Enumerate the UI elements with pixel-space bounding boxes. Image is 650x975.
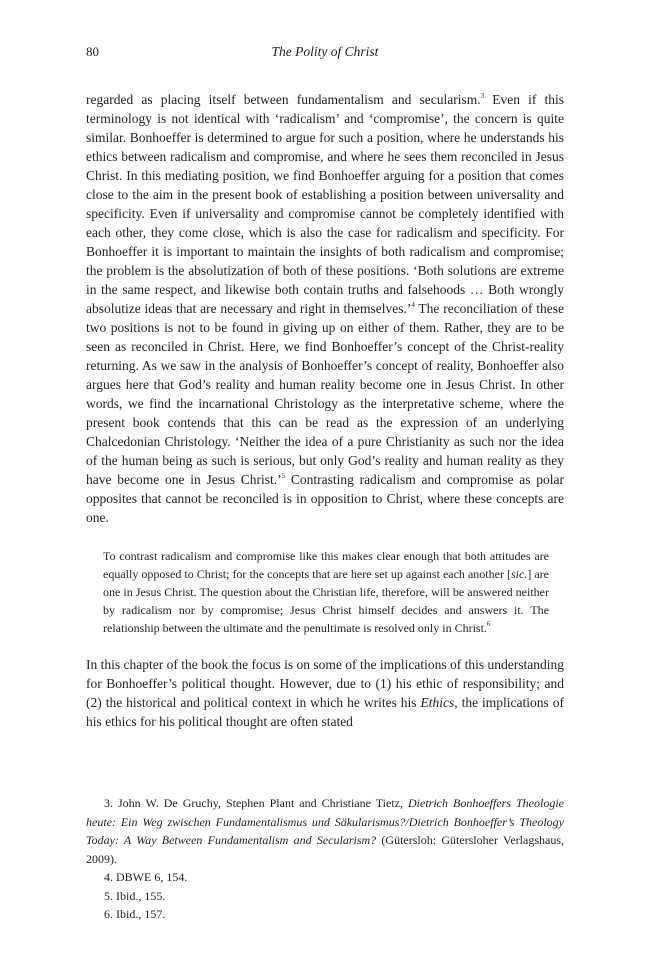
cited-title: Dietrich Bonhoeffers Theologie heute: Ein Weg zwischen Fundamentalismus und Säkularismus?/Dietrich Bonhoeffer’s Theology Today: A Way Between Fundamentalism and Secularism? xyxy=(86,796,564,847)
paragraph-2 xyxy=(86,655,564,731)
footnote-3 xyxy=(86,794,564,868)
running-title: The Polity of Christ xyxy=(271,44,379,59)
text-run: The reconciliation of these two positions is not to be found in giving up on either of them. Rather, they are to be seen as reconciled in Christ. Here, we find Bonhoeffer’s concept of the Christ-reality returning. As we saw in the analysis of Bonhoeffer’s concept of reality, Bonhoeffer also argues here that God’s reality and human reality become one in Jesus Christ. In other words, we find the incarnational Christology as the interpretative scheme, where the present book contends that this can be read as the expression of an underlying Chalcedonian Christology. ‘Neither the idea of a pure Christianity as such nor the idea of the human being as such is serious, but only God’s reality and human reality as they have become one in Jesus Christ.’ xyxy=(86,301,564,487)
footnote-ref-6: 6 xyxy=(486,620,491,628)
text-run: To contrast radicalism and compromise like this makes clear enough that both attitudes are equally opposed to Christ; for the concepts that are here set up against each another [ xyxy=(103,549,549,581)
footnote-4: 4. DBWE 6, 154. xyxy=(104,870,188,884)
text-run: (Gütersloh: Gütersloher Verlagshaus, 2009). xyxy=(86,833,564,866)
footnotes xyxy=(86,794,564,924)
text-run: regarded as placing itself between fundamentalism and secularism. xyxy=(86,92,481,107)
page-header xyxy=(86,44,564,64)
footnote-5: 5. Ibid., 155. xyxy=(104,888,166,903)
text-run: Contrasting radicalism and compromise as polar opposites that cannot be reconciled is in opposition to Christ, where these concepts are one. xyxy=(86,472,564,525)
sic-marker: sic. xyxy=(510,567,528,581)
text-run: Even if this terminology is not identical with ‘radicalism’ and ‘compromise’, the concern is quite similar. Bonhoeffer is determined to argue for such a position, where he understands his ethics between radicalism and compromise, and where he sees them reconciled in Jesus Christ. In this mediating position, we find Bonhoeffer arguing for a position that comes close to the aim in the present book of establishing a position between universality and specificity. Even if universality and compromise cannot be completely identified with each other, they come close, which is also the case for radicalism and specificity. For Bonhoeffer it is important to maintain the insights of both radicalism and compromise; the problem is the absolutization of both of these positions. ‘Both solutions are extreme in the same respect, and likewise both contain truths and falsehoods … Both wrongly absolutize ideas that are necessary and right in themselves.’ xyxy=(86,92,564,316)
page-number: 80 xyxy=(86,44,99,59)
book-title-ethics: Ethics xyxy=(420,695,455,710)
footnote-6: 6. Ibid., 157. xyxy=(104,907,166,921)
paragraph-1 xyxy=(86,90,564,527)
footnote-ref-5: 5 xyxy=(281,472,286,480)
block-quote xyxy=(103,547,549,637)
main-text xyxy=(86,90,564,731)
text-run: ] are one in Jesus Christ. The question about the Christian life, therefore, will be answered neither by radicalism nor by compromise; Jesus Christ himself decides and answers it. The relationship between the ultimate and the penultimate is resolved only in Christ. xyxy=(103,567,549,635)
text-run: , the implications of his ethics for his political thought are often stated xyxy=(86,695,564,729)
footnote-ref-4: 4 xyxy=(411,301,415,309)
footnote-ref-3: 3 xyxy=(480,92,485,100)
text-run: 3. John W. De Gruchy, Stephen Plant and Christiane Tietz, xyxy=(104,796,408,810)
text-run: In this chapter of the book the focus is on some of the implications of this understanding for Bonhoeffer’s political thought. However, due to (1) his ethic of responsibility; and (2) the historical and political context in which he writes his xyxy=(86,657,564,710)
